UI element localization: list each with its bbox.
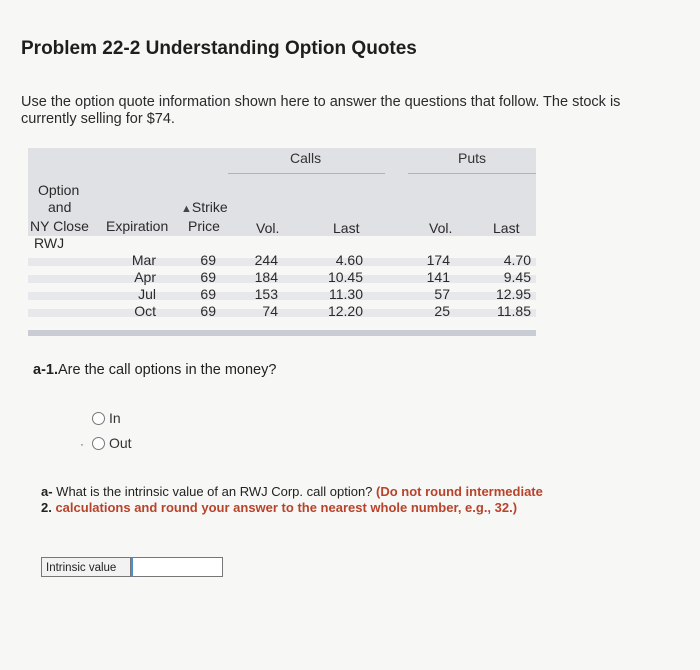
calls-vol-header: Vol. [256,220,280,236]
call-vol-cell: 244 [254,252,278,268]
option-header-line2: and [48,199,72,215]
problem-intro: Use the option quote information shown here to answer the questions that follow. The stock is currently selling for $74. [21,94,621,127]
put-vol-cell: 141 [426,269,450,285]
put-last-cell: 11.85 [497,303,531,319]
question-a2-text: What is the intrinsic value of an RWJ Corp. call option? [52,484,377,499]
intrinsic-value-input[interactable] [131,557,223,577]
radio-label-in: In [109,410,121,426]
expiration-cell: Oct [134,303,156,319]
strike-header-line2: Price [188,218,220,234]
strike-cell: 69 [200,252,216,268]
intrinsic-value-label: Intrinsic value [41,557,131,577]
expiration-cell: Mar [131,252,156,268]
question-a2-number: a- [41,484,53,499]
row-stripe [28,258,536,266]
option-header-line3: NY Close [30,218,89,234]
row-stripe [28,275,536,283]
call-vol-cell: 74 [262,303,278,319]
call-last-cell: 4.60 [335,252,363,268]
call-last-cell: 11.30 [329,286,363,302]
call-vol-cell: 153 [254,286,278,302]
question-a2-instruction-line2: calculations and round your answer to the nearest whole number, e.g., 32.) [51,500,518,515]
puts-group-rule [408,173,536,174]
put-vol-cell: 174 [426,252,450,268]
question-a2 [41,484,651,516]
expiration-cell: Jul [138,286,156,302]
calls-last-header: Last [333,220,360,236]
strike-header-line1: ▲Strike [181,199,228,215]
expiration-header: Expiration [106,218,169,234]
question-a2-number-line2: 2. [41,500,52,515]
radio-circle-icon[interactable] [92,412,105,425]
cursor-icon: ▲ [181,203,192,215]
strike-cell: 69 [200,303,216,319]
strike-cell: 69 [200,269,216,285]
puts-last-header: Last [493,220,520,236]
question-a2-instruction: (Do not round intermediate [376,484,543,499]
question-a1-text: Are the call options in the money? [58,362,277,378]
calls-group-rule [228,173,385,174]
expiration-cell: Apr [134,269,156,285]
radio-circle-icon[interactable] [92,437,105,450]
call-vol-cell: 184 [254,269,278,285]
puts-group-label: Puts [458,150,487,166]
calls-group-label: Calls [290,150,322,166]
option-quote-table [28,148,536,338]
radio-label-out: Out [109,435,132,451]
option-header-line1: Option [38,182,80,198]
puts-vol-header: Vol. [429,220,453,236]
call-last-cell: 12.20 [327,303,363,319]
question-a1 [33,362,276,378]
radio-option-out[interactable] [92,435,132,451]
radio-option-in[interactable] [92,410,121,426]
strike-cell: 69 [200,286,216,302]
ticker-label: RWJ [34,235,65,251]
call-last-cell: 10.45 [327,269,363,285]
put-last-cell: 4.70 [503,252,531,268]
put-vol-cell: 57 [434,286,450,302]
put-last-cell: 12.95 [495,286,531,302]
table-bottom-rule [28,330,536,336]
row-stripe [28,292,536,300]
problem-title: Problem 22-2 Understanding Option Quotes [21,38,417,59]
put-vol-cell: 25 [434,303,450,319]
question-a1-number: a-1. [33,362,58,378]
put-last-cell: 9.45 [503,269,531,285]
row-stripe [28,309,536,317]
bullet-dot: · [80,437,84,451]
